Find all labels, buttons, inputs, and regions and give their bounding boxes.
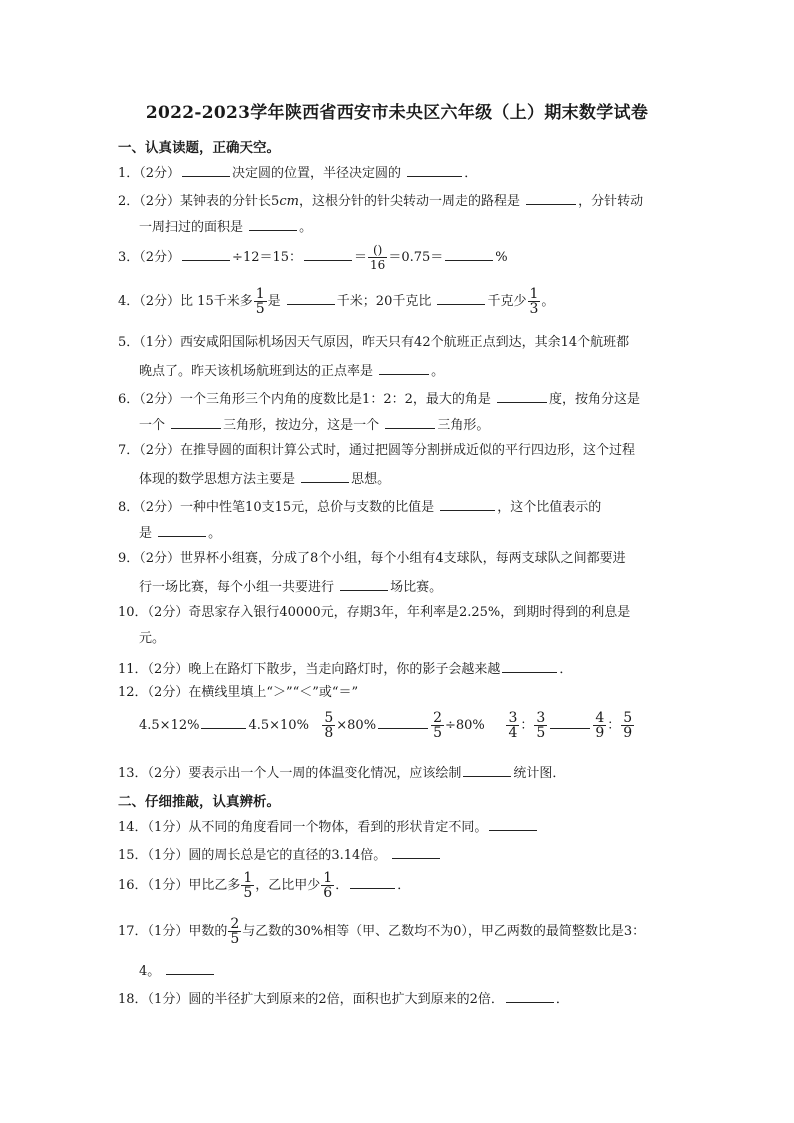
answer-blank[interactable]	[249, 216, 297, 231]
answer-blank[interactable]	[171, 414, 221, 429]
answer-blank[interactable]	[378, 714, 428, 729]
fraction: $\frac{1}{3}$	[529, 286, 539, 317]
answer-blank[interactable]	[182, 162, 230, 177]
section-heading-2: 二、仔细推敲，认真辨析。	[118, 794, 280, 810]
answer-blank[interactable]	[304, 246, 352, 261]
answer-blank[interactable]	[340, 576, 388, 591]
fraction: $\frac{()}{16}$	[370, 243, 386, 272]
question-9-cont: 行一场比赛，每个小组一共要进行 场比赛。	[139, 576, 699, 597]
answer-blank[interactable]	[287, 290, 335, 305]
answer-blank[interactable]	[166, 960, 214, 975]
question-17-cont: 4。	[139, 960, 699, 981]
question-16: 16．（1分）甲比乙多 $\frac{1}{5}$ ，乙比甲少 $\frac{1}{6}$ ． ．	[118, 870, 411, 901]
question-3: 3．（2分） ÷12＝15： ＝ $\frac{()}{16}$ ＝0.75＝ %	[118, 243, 508, 272]
fraction: $\frac{2}{5}$	[433, 710, 442, 741]
page-title: 2022-2023学年陕西省西安市未央区六年级（上）期末数学试卷	[145, 103, 649, 123]
question-2-cont: 一周扫过的面积是 。	[139, 216, 699, 237]
question-9: 9．（2分）世界杯小组赛，分成了8个小组，每个小组有4支球队，每两支球队之间都要进	[118, 551, 626, 566]
answer-blank[interactable]	[379, 360, 429, 375]
question-8: 8．（2分）一种中性笔10支15元，总价与支数的比值是 ，这个比值表示的	[118, 496, 678, 517]
answer-blank[interactable]	[385, 414, 435, 429]
question-5-cont: 晚点了。昨天该机场航班到达的正点率是 。	[139, 360, 699, 381]
answer-blank[interactable]	[201, 714, 246, 729]
answer-blank[interactable]	[463, 762, 511, 777]
question-2: 2．（2分）某钟表的分针长5cm，这根分针的针尖转动一周走的路程是 ，分针转动	[118, 190, 678, 211]
fraction: $\frac{1}{5}$	[255, 286, 265, 317]
answer-blank[interactable]	[445, 246, 493, 261]
answer-blank[interactable]	[506, 988, 554, 1003]
fraction: $\frac{1}{6}$	[323, 870, 333, 901]
answer-blank[interactable]	[392, 844, 440, 859]
fraction: $\frac{3}{4}$	[508, 710, 518, 741]
question-6: 6．（2分）一个三角形三个内角的度数比是1：2：2，最大的角是 度，按角分这是	[118, 388, 678, 409]
answer-blank[interactable]	[301, 468, 349, 483]
answer-blank[interactable]	[550, 714, 590, 729]
question-15: 15．（1分）圆的周长总是它的直径的3.14倍。	[118, 844, 678, 865]
question-13: 13．（2分）要表示出一个人一周的体温变化情况，应该绘制 统计图．	[118, 762, 678, 783]
question-4: 4．（2分）比 15千米多 $\frac{1}{5}$ 是 千米；20千克比 千克少 $\frac{1}{3}$ 。	[118, 286, 555, 317]
question-1: 1．（2分） 决定圆的位置，半径决定圆的 ．	[118, 162, 678, 183]
answer-blank[interactable]	[182, 246, 230, 261]
answer-blank[interactable]	[350, 874, 395, 889]
question-8-cont: 是 。	[139, 522, 699, 543]
answer-blank[interactable]	[158, 522, 206, 537]
question-10: 10．（2分）奇思家存入银行40000元，存期3年，年利率是2.25%，到期时得到的利息是	[118, 605, 631, 620]
section-heading-1: 一、认真读题，正确天空。	[118, 140, 280, 156]
fraction: $\frac{4}{9}$	[595, 710, 605, 741]
fraction: $\frac{5}{9}$	[623, 710, 633, 741]
question-14: 14．（1分）从不同的角度看同一个物体，看到的形状肯定不同。	[118, 816, 678, 837]
question-10-cont: 元。	[139, 631, 166, 646]
fraction: $\frac{5}{8}$	[324, 710, 334, 741]
answer-blank[interactable]	[440, 496, 495, 511]
question-12-expressions: 4.5×12% 4.5×10% $\frac{5}{8}$ ×80% $\frac{2}{5}$ ÷80% $\frac{3}{4}$ ： $\frac{3}{5}$ $\frac{4}{9}$ ： $\frac{5}{9}$	[139, 710, 633, 741]
fraction: $\frac{3}{5}$	[536, 710, 546, 741]
fraction: $\frac{2}{5}$	[230, 916, 240, 947]
fraction: $\frac{1}{5}$	[243, 870, 253, 901]
question-17: 17．（1分）甲数的 $\frac{2}{5}$ 与乙数的30%相等（甲、乙数均不为0），甲乙两数的最简整数比是3：	[118, 916, 646, 947]
answer-blank[interactable]	[407, 162, 462, 177]
question-11: 11．（2分）晚上在路灯下散步，当走向路灯时，你的影子会越来越 ．	[118, 658, 678, 679]
answer-blank[interactable]	[437, 290, 485, 305]
question-7: 7．（2分）在推导圆的面积计算公式时，通过把圆等分割拼成近似的平行四边形，这个过程	[118, 443, 636, 458]
answer-blank[interactable]	[526, 190, 576, 205]
question-7-cont: 体现的数学思想方法主要是 思想。	[139, 468, 699, 489]
answer-blank[interactable]	[489, 816, 537, 831]
question-6-cont: 一个 三角形，按边分，这是一个 三角形。	[139, 414, 699, 435]
answer-blank[interactable]	[497, 388, 547, 403]
answer-blank[interactable]	[502, 658, 557, 673]
question-5: 5．（1分）西安咸阳国际机场因天气原因，昨天只有42个航班正点到达，其余14个航班都	[118, 335, 630, 350]
question-18: 18．（1分）圆的半径扩大到原来的2倍，面积也扩大到原来的2倍． ．	[118, 988, 678, 1009]
question-12: 12．（2分）在横线里填上“＞”“＜”或“＝”	[118, 685, 359, 700]
